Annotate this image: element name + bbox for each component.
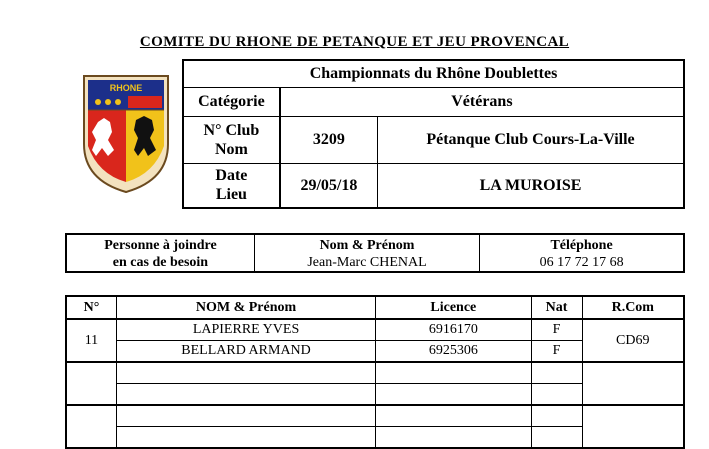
team-number: 11	[66, 319, 116, 362]
team-rcom: CD69	[582, 319, 684, 362]
club-name: Pétanque Club Cours-La-Ville	[378, 116, 684, 163]
contact-person-label	[66, 234, 254, 272]
table-row	[66, 319, 684, 341]
crest-icon	[78, 72, 174, 194]
category-label: Catégorie	[183, 87, 280, 116]
contact-name-cell	[254, 234, 479, 272]
empty-number-cell	[66, 405, 116, 448]
header-nat: Nat	[531, 296, 582, 319]
players-table	[65, 295, 685, 449]
empty-cell	[376, 405, 531, 427]
table-row-empty	[66, 405, 684, 427]
contact-phone-value: 06 17 72 17 68	[539, 255, 624, 270]
header-number: N°	[66, 296, 116, 319]
contact-table	[65, 233, 685, 273]
player-licence: 6916170	[376, 319, 531, 341]
empty-cell	[116, 362, 375, 384]
empty-cell	[376, 384, 531, 406]
club-label	[183, 116, 280, 163]
empty-cell	[116, 405, 375, 427]
header-name: NOM & Prénom	[116, 296, 375, 319]
competition-place: LA MUROISE	[378, 163, 684, 208]
empty-cell	[376, 427, 531, 449]
contact-name-value: Jean-Marc CHENAL	[307, 255, 427, 270]
empty-cell	[116, 384, 375, 406]
empty-rcom-cell	[582, 362, 684, 405]
empty-cell	[116, 427, 375, 449]
empty-cell	[531, 362, 582, 384]
date-place-label	[183, 163, 280, 208]
empty-cell	[531, 405, 582, 427]
contact-name-header: Nom & Prénom	[319, 238, 415, 253]
place-label: Lieu	[215, 186, 247, 204]
empty-cell	[531, 384, 582, 406]
empty-rcom-cell	[582, 405, 684, 448]
player-nat: F	[531, 319, 582, 341]
player-name: LAPIERRE YVES	[116, 319, 375, 341]
empty-cell	[531, 427, 582, 449]
competition-date: 29/05/18	[280, 163, 378, 208]
player-name: BELLARD ARMAND	[116, 341, 375, 363]
header-licence: Licence	[376, 296, 531, 319]
category-value: Vétérans	[280, 87, 684, 116]
player-nat: F	[531, 341, 582, 363]
table-row-empty	[66, 362, 684, 384]
empty-cell	[376, 362, 531, 384]
competition-name: Championnats du Rhône Doublettes	[183, 60, 684, 87]
rhone-crest-logo	[78, 72, 174, 194]
contact-phone-cell	[480, 234, 684, 272]
crest-label: RHONE	[109, 83, 143, 93]
club-number-label: N° Club	[203, 121, 260, 139]
player-licence: 6925306	[376, 341, 531, 363]
club-name-label: Nom	[214, 140, 248, 158]
page-title: COMITE DU RHONE DE PETANQUE ET JEU PROVENCAL	[139, 34, 570, 50]
contact-person-label-line1: Personne à joindre	[104, 238, 217, 253]
players-header-row	[66, 296, 684, 319]
competition-info-table	[182, 59, 685, 209]
header-rcom: R.Com	[582, 296, 684, 319]
contact-phone-header: Téléphone	[550, 238, 613, 253]
contact-person-label-line2: en cas de besoin	[112, 255, 209, 270]
date-label: Date	[215, 167, 248, 185]
empty-number-cell	[66, 362, 116, 405]
club-number: 3209	[280, 116, 378, 163]
